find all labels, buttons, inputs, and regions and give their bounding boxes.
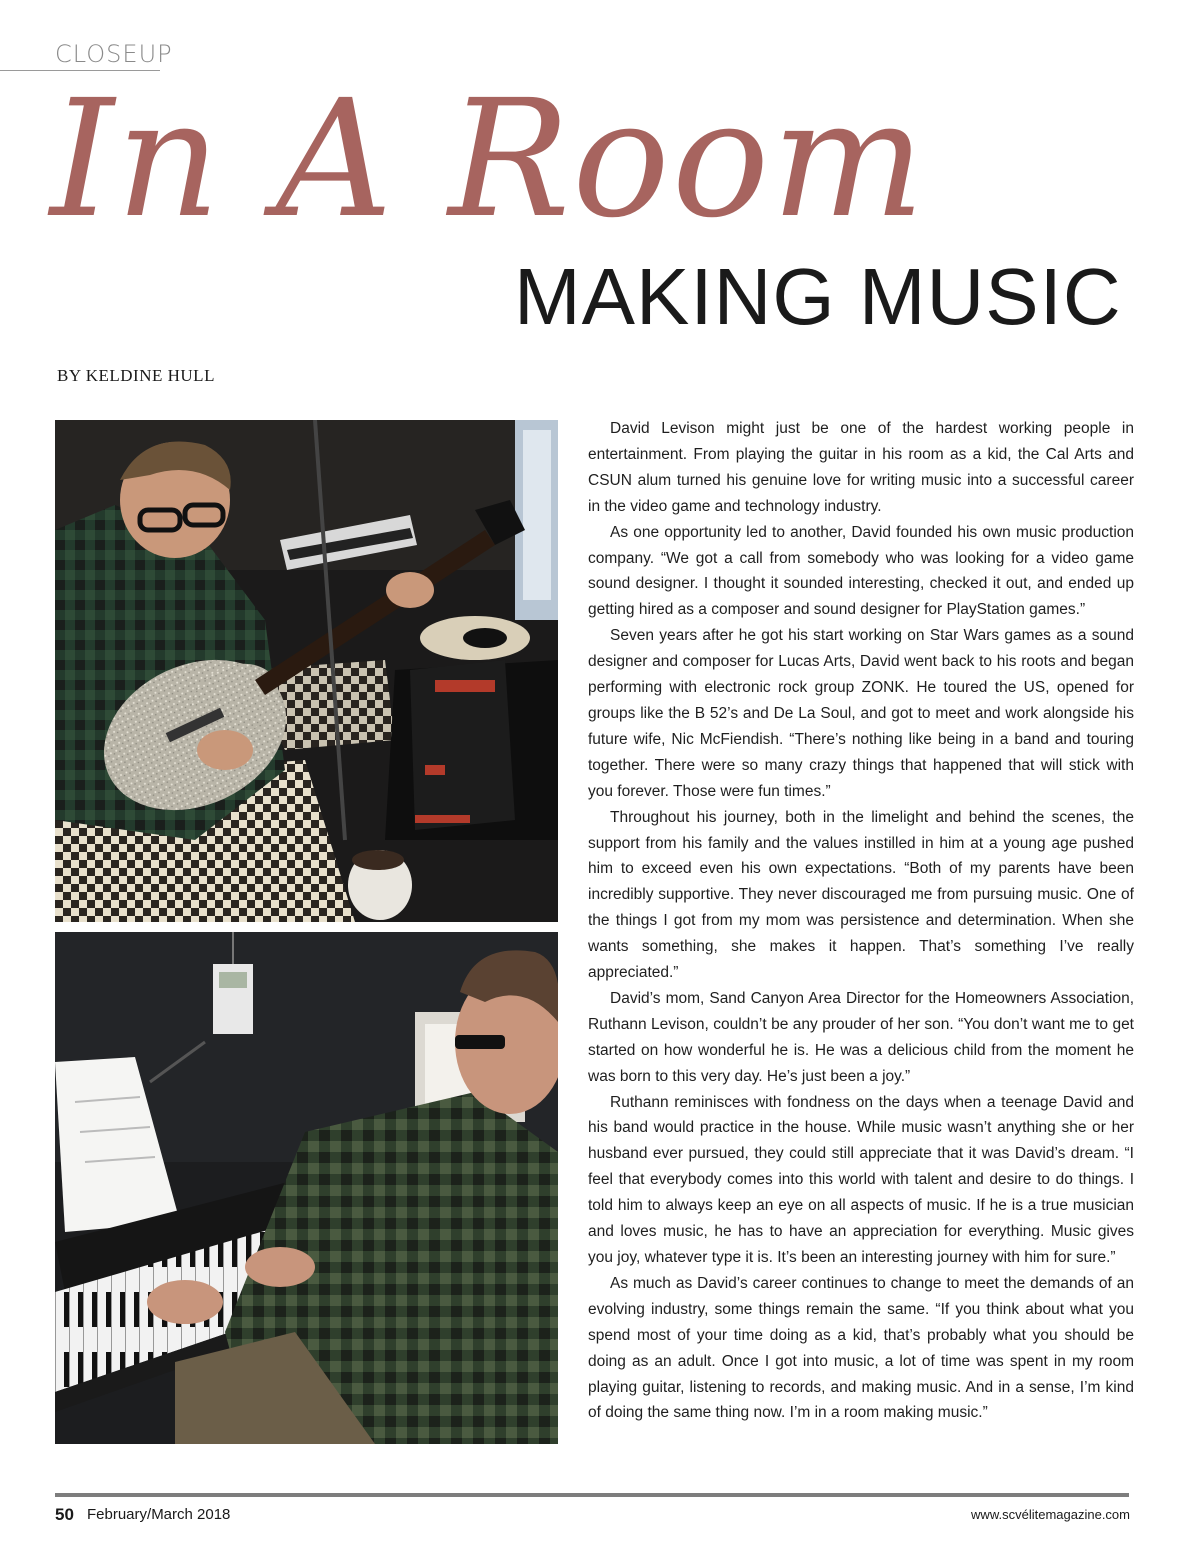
guitar-photo — [55, 420, 558, 922]
article-paragraph: David’s mom, Sand Canyon Area Director for the Homeowners Association, Ruthann Levison, couldn’t be any prouder of her son. “You don’t want me to get started on how wonderful he is. He was a delicious child from the moment he was born to this very day. He’s just been a joy.” — [588, 989, 1134, 1085]
website-link[interactable]: www.scvélitemagazine.com — [971, 1507, 1130, 1522]
issue-date: February/March 2018 — [87, 1506, 231, 1523]
piano-photo-icon — [55, 932, 558, 1444]
article-title-script: In A Room — [50, 66, 927, 254]
article-paragraph: As one opportunity led to another, David founded his own music production company. “We got a call from somebody who was looking for a video game sound designer. I thought it sounded interesting, checked it out, and ended up getting hired as a composer and sound designer for PlayStation games.” — [588, 523, 1134, 619]
footer-rule — [55, 1493, 1129, 1497]
article-title-subheading: MAKING MUSIC — [514, 252, 1122, 341]
byline: BY KELDINE HULL — [57, 366, 215, 385]
article-paragraph: Seven years after he got his start working on Star Wars games as a sound designer and composer for Lucas Arts, David went back to his roots and began performing with electronic rock group ZONK. He toured the US, opened for groups like the B 52’s and De La Soul, and got to meet and work alongside his future wife, Nic McFiendish. “There’s nothing like being in a band and touring together. There were so many crazy things that happened that will stick with you forever. Those were fun times.” — [588, 627, 1134, 800]
article-paragraph: Throughout his journey, both in the limelight and behind the scenes, the support from his family and the values instilled in him at a young age pushed him to exceed even his own expectations. “Both of my parents have been incredibly supportive. They never discouraged me from pursuing music. One of the things I got from my mom was persistence and determination. When she wants something, she makes it happen. That’s something I’ve really appreciated.” — [588, 808, 1134, 982]
article-body — [588, 416, 1134, 1426]
piano-photo — [55, 932, 558, 1444]
guitar-photo-icon — [55, 420, 558, 922]
article-paragraph: As much as David’s career continues to change to meet the demands of an evolving industry, some things remain the same. “If you think about what you spend most of your time doing as a kid, that’s probably what you should be doing as an adult. Once I got into music, a lot of time was spent in my room playing guitar, listening to records, and making music. And in a sense, I’m kind of doing the same thing now. I’m in a room making music.” — [588, 1274, 1134, 1422]
page-number: 50 — [55, 1505, 74, 1524]
section-label: CLOSEUP — [55, 40, 173, 68]
article-paragraph: Ruthann reminisces with fondness on the days when a teenage David and his band would practice in the house. While music wasn’t anything she or her husband ever pursued, they could still appreciate that it was David’s dream. “I feel that everybody comes into this world with talent and desire to do things. I told him to always keep an eye on all aspects of music. If he is a true musician and loves music, he has to have an appreciation for everything. Music gives you joy, whatever type it is. It’s been an interesting journey with him for sure.” — [588, 1093, 1134, 1266]
article-paragraph: David Levison might just be one of the hardest working people in entertainment. From playing the guitar in his room as a kid, the Cal Arts and CSUN alum turned his genuine love for writing music into a successful career in the video game and technology industry. — [588, 420, 1134, 515]
